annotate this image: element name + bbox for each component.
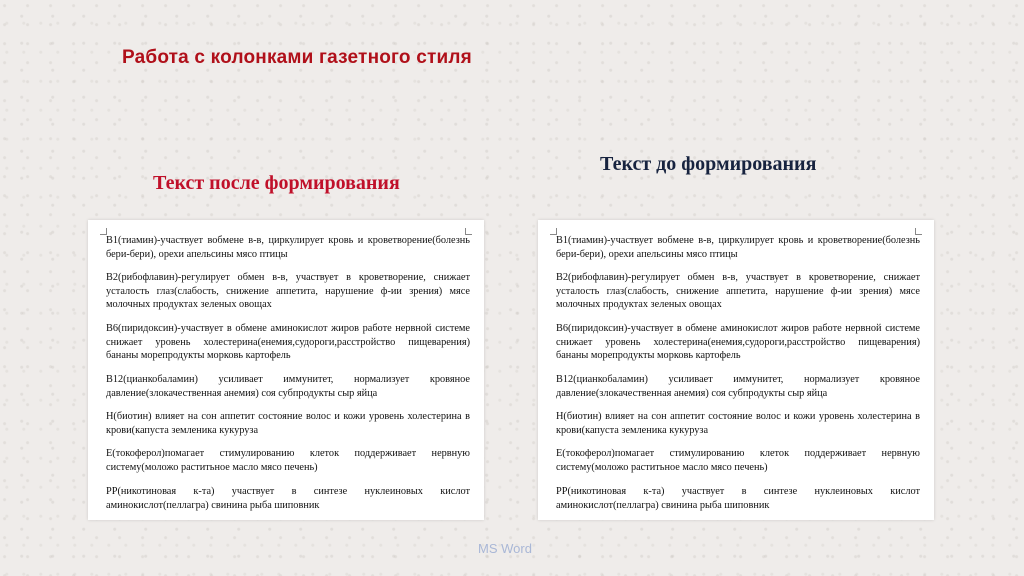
paragraph-b12: В12(цианкобаламин) усиливает иммунитет, нормализует кровяное давление(злокачественная анемия) соя субпродукты сыр яйца <box>556 374 920 399</box>
paragraph-e: Е(токоферол)помагает стимулированию клеток поддерживает нервную систему(моложо раститьное масло мясо печень) <box>556 448 920 473</box>
paragraph-h: Н(биотин) влияет на сон аппетит состояние волос и кожи уровень холестерина в крови(капуста земленика кукуруза <box>556 411 920 436</box>
paragraph-b1: В1(тиамин)-участвует вобмене в-в, циркулирует кровь и кроветворение(болезнь бери-бери), орехи апельсины мясо птицы <box>556 235 920 260</box>
paragraph-b1: В1(тиамин)-участвует вобмене в-в, циркулирует кровь и кроветворение(болезнь бери-бери), орехи апельсины мясо птицы <box>106 235 470 260</box>
paragraph-e: Е(токоферол)помагает стимулированию клеток поддерживает нервную систему(моложо раститьное масло мясо печень) <box>106 448 470 473</box>
paragraph-b2: В2(рибофлавин)-регулирует обмен в-в, участвует в кроветворение, снижает усталость глаз(слабость, снижение аппетита, нарушение ф-ии зрения) мясе молочных продуктах зеленых овощах <box>106 272 470 310</box>
heading-before-formatting: Текст до формирования <box>600 153 817 175</box>
paragraph-b2: В2(рибофлавин)-регулирует обмен в-в, участвует в кроветворение, снижает усталость глаз(слабость, снижение аппетита, нарушение ф-ии зрения) мясе молочных продуктах зеленых овощах <box>556 272 920 310</box>
paragraph-b6: В6(пиридоксин)-участвует в обмене аминокислот жиров работе нервной системе снижает уровень холестерина(енемия,судороги,расстройство пищеварения) бананы морепродукты морковь картофель <box>106 323 470 361</box>
slide-title: Работа с колонками газетного стиля <box>122 47 472 68</box>
document-page-before <box>538 220 934 520</box>
document-page-after <box>88 220 484 520</box>
paragraph-b6: В6(пиридоксин)-участвует в обмене аминокислот жиров работе нервной системе снижает уровень холестерина(енемия,судороги,расстройство пищеварения) бананы морепродукты морковь картофель <box>556 323 920 361</box>
paragraph-b12: В12(цианкобаламин) усиливает иммунитет, нормализует кровяное давление(злокачественная анемия) соя субпродукты сыр яйца <box>106 374 470 399</box>
paragraph-h: Н(биотин) влияет на сон аппетит состояние волос и кожи уровень холестерина в крови(капуста земленика кукуруза <box>106 411 470 436</box>
paragraph-pp: РР(никотиновая к-та) участвует в синтезе нуклеиновых кислот аминокислот(пеллагра) свинина рыба шиповник <box>106 486 470 511</box>
footer-label: MS Word <box>478 541 532 556</box>
paragraph-pp: РР(никотиновая к-та) участвует в синтезе нуклеиновых кислот аминокислот(пеллагра) свинина рыба шиповник <box>556 486 920 511</box>
heading-after-formatting: Текст после формирования <box>153 172 400 194</box>
